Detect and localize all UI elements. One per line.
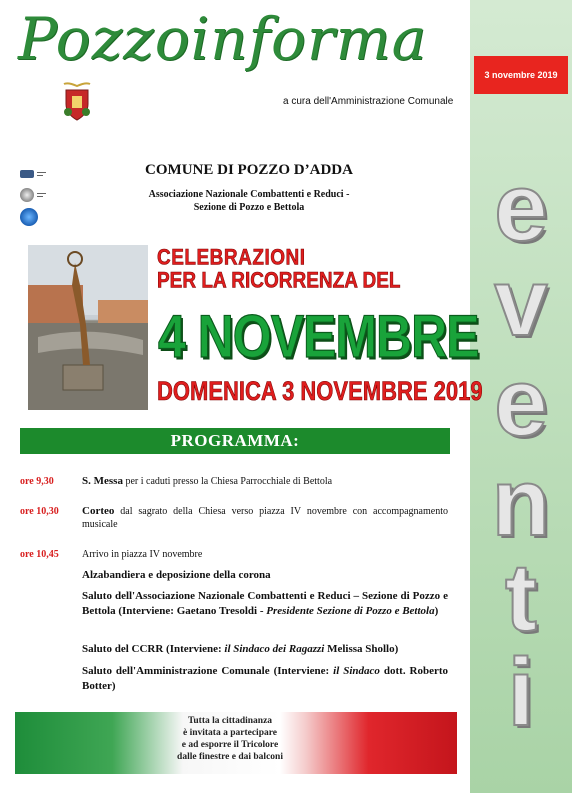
footer-invitation <box>150 716 310 764</box>
association-speech-title: Saluto dell'Associazione Nazionale Combattenti e Reduci – Sezione di Pozzo e Bettola <box>82 590 448 617</box>
aaga-icon <box>20 170 34 178</box>
association-speech-end: ) <box>434 604 439 617</box>
program-item <box>82 504 448 531</box>
sidebar-letter-v: v <box>494 249 548 356</box>
ccrr-speech-role: il Sindaco dei Ragazzi <box>224 643 325 655</box>
ccrr-speech-intro: (Interviene: <box>163 643 225 655</box>
medal-logo-text: ▬▬▬ ▬▬ <box>37 190 46 198</box>
event-title-line-2: PER LA RICORRENZA DEL <box>157 269 401 294</box>
time-label: ore 10,30 <box>20 506 59 517</box>
date-badge: 3 novembre 2019 <box>474 56 568 94</box>
ccrr-speech-item <box>82 642 448 657</box>
sidebar-letter-e1: e <box>494 154 548 261</box>
association-line-2: Sezione di Pozzo e Bettola <box>193 202 305 213</box>
association-line-1: Associazione Nazionale Combattenti e Reduci - <box>148 189 350 200</box>
footer-line-4: dalle finestre e dai balconi <box>177 751 283 762</box>
event-title-main: 4 NOVEMBRE <box>158 303 479 371</box>
aaga-logo-text: ▬▬▬ ▬▬ <box>37 169 46 177</box>
association-speech-speaker: (Interviene: Gaetano Tresoldi - <box>115 604 267 617</box>
footer-line-3: e ad esporre il Tricolore <box>181 739 279 750</box>
program-heading: PROGRAMMA: <box>20 428 450 454</box>
administration-speech-intro: (Interviene: <box>269 665 334 677</box>
association-speech-role: Presidente Sezione di Pozzo e Bettola <box>266 604 435 617</box>
monument-photo <box>28 245 148 410</box>
sidebar-letter-e2: e <box>494 349 548 456</box>
ccrr-speech-name: Melissa Shollo) <box>324 643 399 655</box>
program-item-text: per i caduti presso la Chiesa Parrocchiale di Bettola <box>122 476 333 487</box>
program-item-text: dal sagrato della Chiesa verso piazza IV novembre con accompagnamento musicale <box>82 506 448 531</box>
sidebar-letter-i: i <box>507 639 535 746</box>
sidebar-letter-n: n <box>491 449 551 556</box>
administration-speech-name: dott. Roberto Botter) <box>82 665 449 692</box>
program-item <box>82 548 448 561</box>
medal-icon <box>20 188 34 202</box>
blue-emblem-icon <box>20 208 38 226</box>
flag-raising-item: Alzabandiera e deposizione della corona <box>82 569 271 581</box>
partner-logos <box>20 165 70 226</box>
administration-speech-role: il Sindaco <box>333 665 380 677</box>
time-label: ore 9,30 <box>20 476 54 487</box>
ccrr-speech-title: Saluto del CCRR <box>82 643 164 655</box>
program-item <box>82 474 448 488</box>
comune-title: COMUNE DI POZZO D’ADDA <box>145 162 353 178</box>
coat-of-arms-icon <box>60 82 94 122</box>
administration-speech-item <box>82 664 448 693</box>
aaga-logo <box>20 165 70 183</box>
program-item-title: S. Messa <box>82 475 123 487</box>
medal-logo <box>20 186 70 204</box>
administration-speech-title: Saluto dell'Amministrazione Comunale <box>82 665 270 677</box>
association-speech-item <box>82 589 448 618</box>
time-label: ore 10,45 <box>20 549 59 560</box>
event-title-line-1: CELEBRAZIONI <box>157 246 306 271</box>
footer-line-2: è invitata a partecipare <box>182 727 277 738</box>
masthead-subtitle: a cura dell'Amministrazione Comunale <box>283 96 454 107</box>
sidebar-letter-t: t <box>505 544 537 651</box>
masthead-title: Pozzoinforma <box>18 5 428 73</box>
association-name <box>104 188 394 214</box>
program-item-text: Arrivo in piazza IV novembre <box>82 549 203 560</box>
program-item-title: Corteo <box>82 505 115 517</box>
event-date: DOMENICA 3 NOVEMBRE 2019 <box>157 376 483 406</box>
footer-line-1: Tutta la cittadinanza <box>187 716 273 726</box>
